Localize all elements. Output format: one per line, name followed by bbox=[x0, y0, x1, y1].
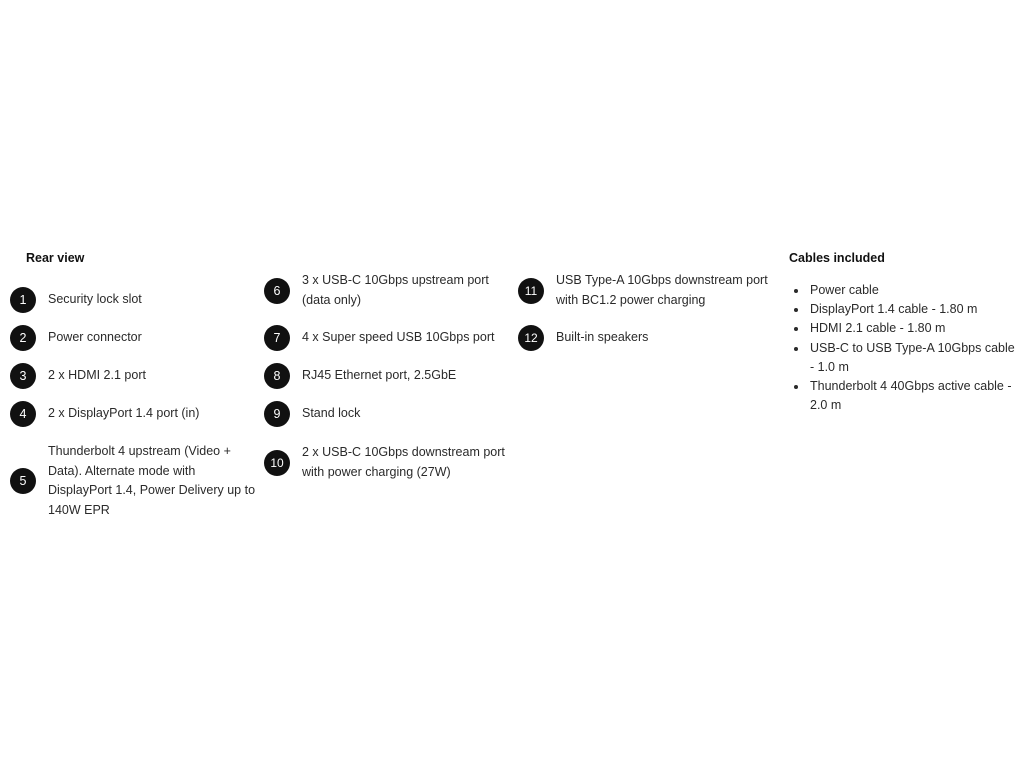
rear-item-6 bbox=[264, 271, 504, 310]
item-label: Built-in speakers bbox=[556, 330, 649, 345]
rear-item-8 bbox=[264, 363, 504, 389]
cable-item bbox=[790, 339, 1022, 377]
bullet-icon bbox=[794, 289, 798, 293]
item-number-badge: 11 bbox=[518, 278, 544, 304]
item-number-badge: 2 bbox=[10, 325, 36, 351]
rear-item-5 bbox=[10, 442, 260, 520]
rear-item-1 bbox=[10, 287, 250, 313]
item-label: 3 x USB-C 10Gbps upstream port (data only) bbox=[302, 273, 489, 307]
rear-item-4 bbox=[10, 401, 250, 427]
item-number-badge: 3 bbox=[10, 363, 36, 389]
item-label: Security lock slot bbox=[48, 292, 142, 307]
bullet-icon bbox=[794, 347, 798, 351]
item-number-badge: 4 bbox=[10, 401, 36, 427]
item-label: Power connector bbox=[48, 330, 142, 345]
cables-list bbox=[790, 281, 1022, 415]
rear-item-7 bbox=[264, 325, 504, 351]
item-label: RJ45 Ethernet port, 2.5GbE bbox=[302, 368, 457, 383]
cable-label: Thunderbolt 4 40Gbps active cable - 2.0 m bbox=[810, 379, 1012, 413]
bullet-icon bbox=[794, 308, 798, 312]
item-number-badge: 7 bbox=[264, 325, 290, 351]
cables-included-title: Cables included bbox=[789, 251, 885, 265]
rear-item-9 bbox=[264, 401, 504, 427]
cable-label: DisplayPort 1.4 cable - 1.80 m bbox=[810, 302, 978, 317]
item-number-badge: 9 bbox=[264, 401, 290, 427]
cable-label: USB-C to USB Type-A 10Gbps cable - 1.0 m bbox=[810, 340, 1015, 374]
cable-label: HDMI 2.1 cable - 1.80 m bbox=[810, 321, 946, 336]
bullet-icon bbox=[794, 385, 798, 389]
item-label: 2 x USB-C 10Gbps downstream port with power charging (27W) bbox=[302, 445, 505, 479]
rear-item-10 bbox=[264, 443, 514, 482]
item-number-badge: 8 bbox=[264, 363, 290, 389]
bullet-icon bbox=[794, 327, 798, 331]
rear-item-3 bbox=[10, 363, 250, 389]
item-label: 4 x Super speed USB 10Gbps port bbox=[302, 330, 495, 345]
item-label: USB Type-A 10Gbps downstream port with BC1.2 power charging bbox=[556, 273, 768, 307]
rear-item-12 bbox=[518, 325, 758, 351]
rear-item-2 bbox=[10, 325, 250, 351]
item-label: 2 x DisplayPort 1.4 port (in) bbox=[48, 406, 200, 421]
cable-item bbox=[790, 377, 1022, 415]
item-label: Stand lock bbox=[302, 406, 361, 421]
item-number-badge: 6 bbox=[264, 278, 290, 304]
rear-view-title: Rear view bbox=[26, 251, 85, 265]
item-number-badge: 1 bbox=[10, 287, 36, 313]
rear-item-11 bbox=[518, 271, 778, 310]
cable-item bbox=[790, 281, 1022, 300]
item-label: 2 x HDMI 2.1 port bbox=[48, 368, 146, 383]
item-label: Thunderbolt 4 upstream (Video + Data). Alternate mode with DisplayPort 1.4, Power Delivery up to 140W EPR bbox=[48, 444, 256, 517]
cable-label: Power cable bbox=[810, 283, 879, 297]
cable-item bbox=[790, 319, 1022, 338]
cable-item bbox=[790, 300, 1022, 319]
item-number-badge: 5 bbox=[10, 468, 36, 494]
item-number-badge: 12 bbox=[518, 325, 544, 351]
item-number-badge: 10 bbox=[264, 450, 290, 476]
